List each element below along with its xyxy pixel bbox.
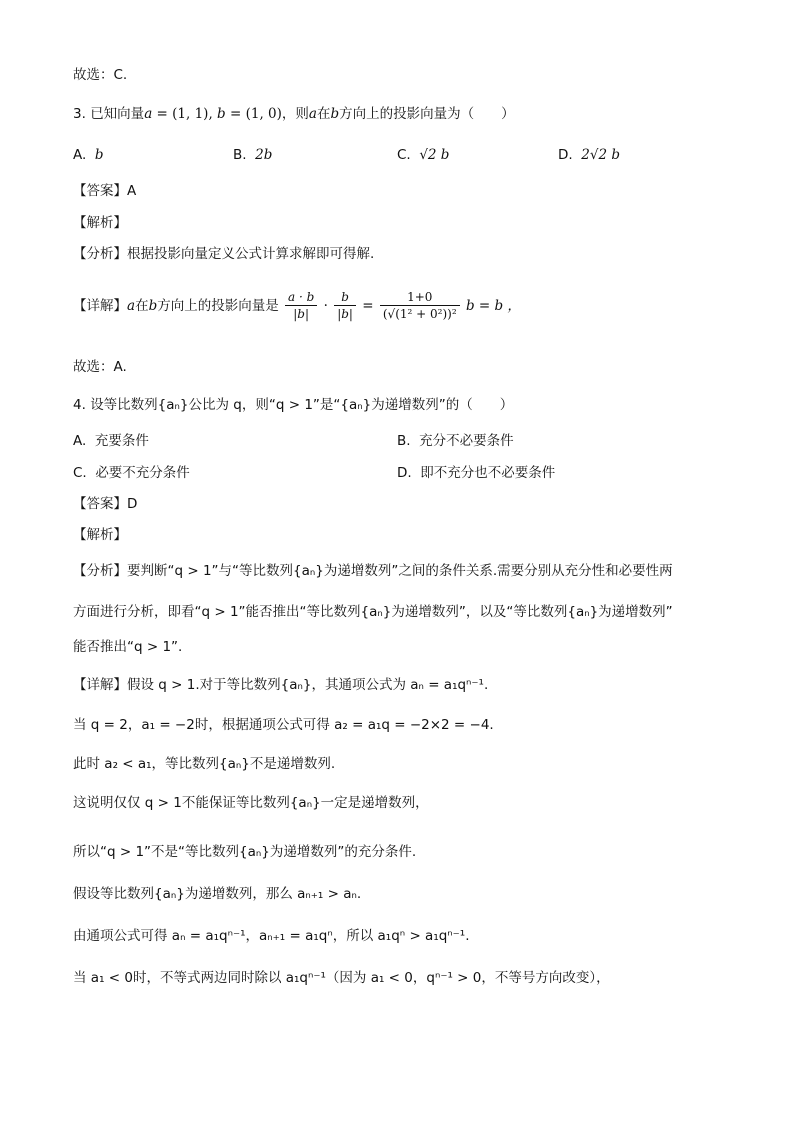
detail-line: 由通项公式可得 aₙ = a₁qⁿ⁻¹，aₙ₊₁ = a₁qⁿ，所以 a₁qⁿ > a₁qⁿ⁻¹.	[73, 928, 470, 944]
option-c: C. √2 b	[397, 147, 450, 163]
option-b: B. 充分不必要条件	[397, 433, 514, 449]
analysis-tag-3: 【解析】	[73, 215, 127, 231]
question-number: 4.	[73, 397, 86, 413]
analysis-line: 【分析】要判断“q > 1”与“等比数列{aₙ}为递增数列”之间的条件关系.需要分别从充分性和必要性两	[73, 563, 673, 579]
answer-3: 【答案】A	[73, 183, 137, 199]
detail-line: 当 q = 2，a₁ = −2时，根据通项公式可得 a₂ = a₁q = −2×2 = −4.	[73, 717, 494, 733]
choose-3: 故选：A.	[73, 359, 127, 375]
fraction-dot-product: $\frac{a \cdot b}{|b|}$	[285, 290, 317, 323]
analysis-tag-4: 【解析】	[73, 527, 127, 543]
detail-line: 假设等比数列{aₙ}为递增数列，那么 aₙ₊₁ > aₙ.	[73, 886, 362, 902]
fraction-unit-vector: $\frac{b}{|b|}$	[334, 290, 356, 323]
detail-3: 【详解】a在b方向上的投影向量是 $\frac{a \cdot b}{|b|}$ · $\frac{b}{|b|}$ = $\frac{1+0}{\text{(√(1² + 0²))²}}$ b = b ，	[73, 289, 521, 321]
option-c: C. 必要不充分条件	[73, 465, 190, 481]
detail-line: 所以“q > 1”不是“等比数列{aₙ}为递增数列”的充分条件.	[73, 844, 417, 860]
question-number: 3.	[73, 106, 86, 122]
prev-answer-choice: 故选：C.	[73, 67, 128, 83]
analysis-line: 方面进行分析，即看“q > 1”能否推出“等比数列{aₙ}为递增数列”，以及“等比数列{aₙ}为递增数列”	[73, 604, 673, 620]
detail-line: 【详解】假设 q > 1.对于等比数列{aₙ}，其通项公式为 aₙ = a₁qⁿ⁻¹.	[73, 677, 489, 693]
option-b: B. 2b	[233, 147, 273, 163]
option-d: D. 即不充分也不必要条件	[397, 465, 556, 481]
question-3-stem: 3. 已知向量a = (1, 1), b = (1, 0)，则a在b方向上的投影向量为（ ）	[73, 106, 515, 122]
fraction-computed: $\frac{1+0}{\text{(√(1² + 0²))²}}$	[380, 290, 460, 323]
analysis-line: 能否推出“q > 1”.	[73, 639, 183, 655]
answer-4: 【答案】D	[73, 496, 138, 512]
detail-line: 当 a₁ < 0时，不等式两边同时除以 a₁qⁿ⁻¹（因为 a₁ < 0，qⁿ⁻¹ > 0，不等号方向改变），	[73, 970, 610, 986]
question-4-stem: 4. 设等比数列{aₙ}公比为 q，则“q > 1”是“{aₙ}为递增数列”的（ ）	[73, 397, 514, 413]
analysis-3: 【分析】根据投影向量定义公式计算求解即可得解.	[73, 246, 375, 262]
detail-line: 此时 a₂ < a₁，等比数列{aₙ}不是递增数列.	[73, 756, 336, 772]
option-d: D. 2√2 b	[558, 147, 620, 163]
option-a: A. b	[73, 147, 104, 163]
detail-line: 这说明仅仅 q > 1不能保证等比数列{aₙ}一定是递增数列，	[73, 795, 429, 811]
option-a: A. 充要条件	[73, 433, 149, 449]
